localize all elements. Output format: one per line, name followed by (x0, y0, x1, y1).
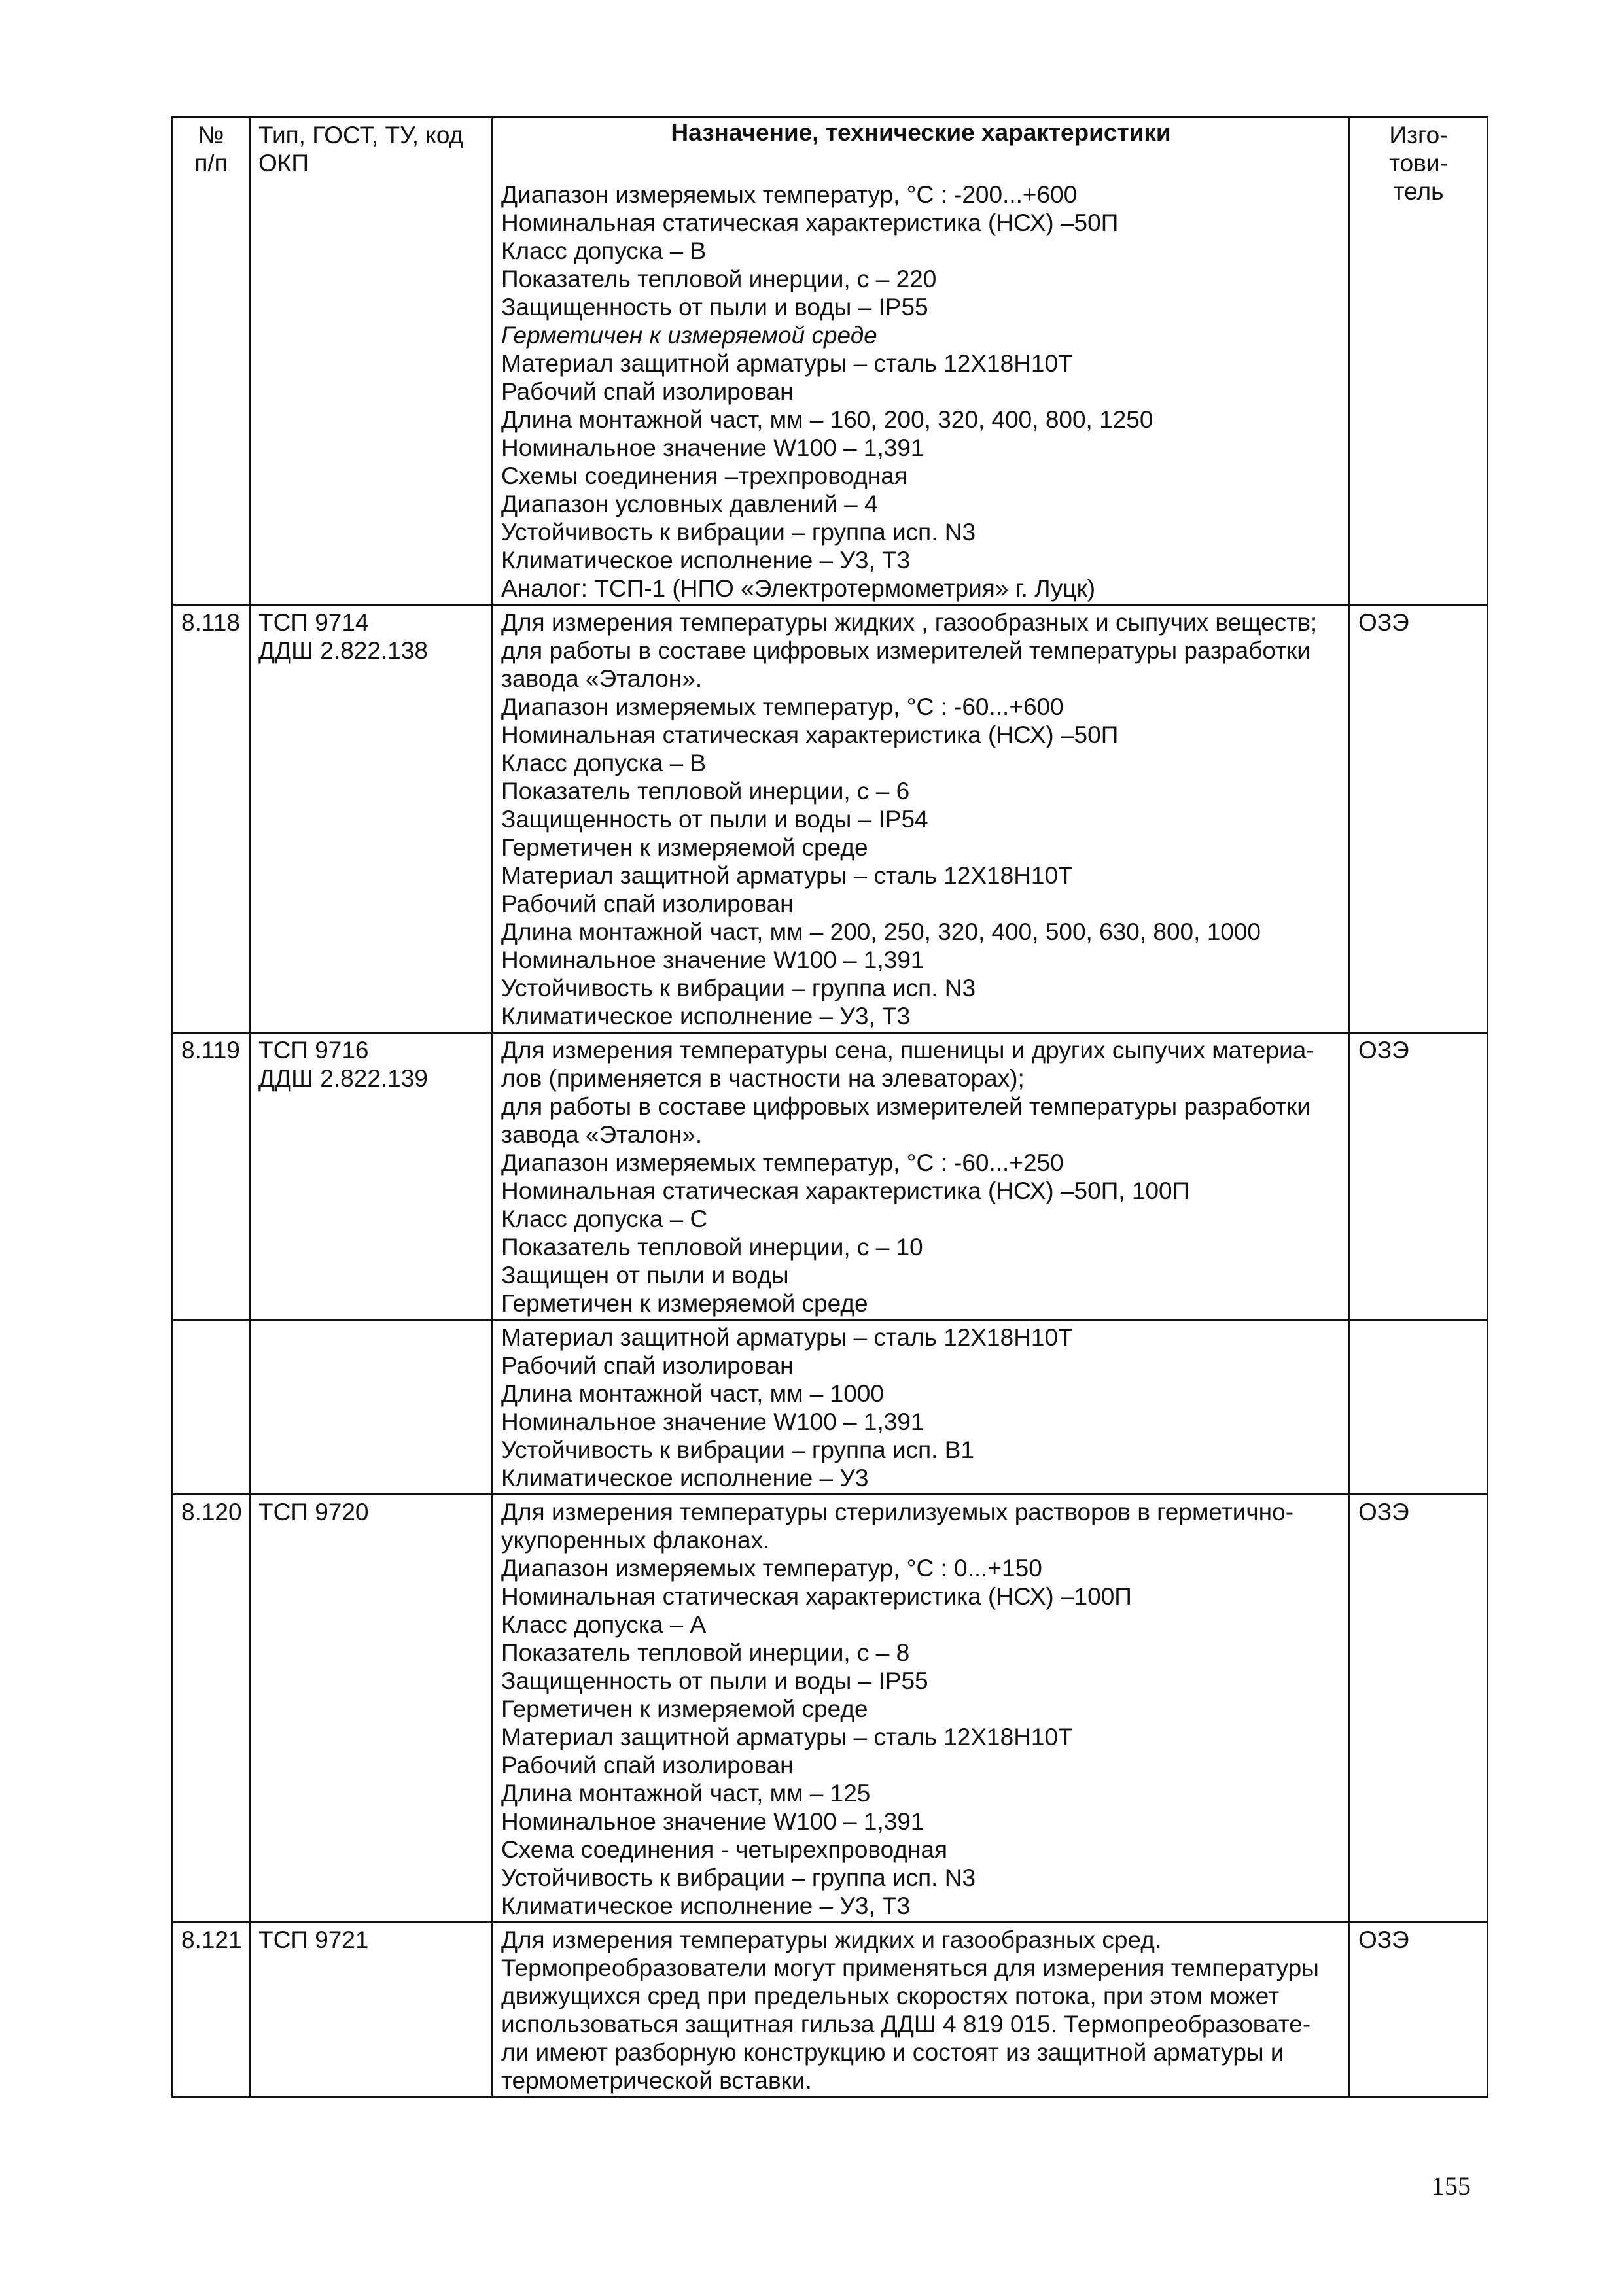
row-type (250, 1495, 493, 1922)
desc-line: Для измерения температуры жидких и газообразных сред. (501, 1926, 1162, 1953)
desc-line: Для измерения температуры жидких , газообразных и сыпучих веществ; (501, 609, 1318, 636)
desc-line: Герметичен к измеряемой среде (501, 1290, 868, 1317)
row-maker: ОЗЭ (1350, 1033, 1488, 1320)
desc-line: Материал защитной арматуры – сталь 12Х18Н10Т (501, 1324, 1073, 1351)
row-description (493, 605, 1350, 1033)
desc-line: Номинальная статическая характеристика (НСХ) –50П (501, 722, 1119, 748)
desc-line: Показатель тепловой инерции, с – 8 (501, 1639, 910, 1666)
row-description (493, 1495, 1350, 1922)
desc-line: Защищенность от пыли и воды – IP55 (501, 1667, 928, 1694)
type-name: ТСП 9714 (258, 609, 369, 636)
desc-line: Аналог: ТСП-1 (НПО «Электротермометрия» г. Луцк) (501, 575, 1096, 602)
desc-line: Класс допуска – А (501, 1611, 707, 1638)
desc-line: Материал защитной арматуры – сталь 12Х18Н10Т (501, 862, 1073, 889)
desc-line: Для измерения температуры сена, пшеницы и других сыпучих материа- (501, 1037, 1314, 1064)
desc-line: Класс допуска – В (501, 237, 707, 264)
desc-line: лов (применяется в частности на элеваторах); (501, 1065, 1025, 1092)
row-number: 8.121 (173, 1922, 250, 2097)
desc-line: Номинальное значение W100 – 1,391 (501, 434, 924, 461)
continuation-desc (501, 181, 1341, 602)
desc-line: Схема соединения - четырехпроводная (501, 1836, 948, 1863)
desc-line: для работы в составе цифровых измерителей температуры разработки (501, 637, 1311, 664)
table-row (173, 1495, 1488, 1922)
row-type-empty (250, 1320, 493, 1495)
desc-line: Устойчивость к вибрации – группа исп. N3 (501, 975, 976, 1001)
row-description (493, 1922, 1350, 2097)
row-description (493, 1320, 1350, 1495)
desc-line: Материал защитной арматуры – сталь 12Х18Н10Т (501, 1724, 1073, 1750)
page-number: 155 (1432, 2171, 1471, 2200)
row-description (493, 1033, 1350, 1320)
desc-line: Климатическое исполнение – У3, Т3 (501, 547, 911, 574)
header-num: № п/п (173, 118, 250, 605)
row-maker: ОЗЭ (1350, 1922, 1488, 2097)
desc-line: Длина монтажной част, мм – 160, 200, 320, 400, 800, 1250 (501, 406, 1153, 433)
desc-line: Класс допуска – В (501, 750, 707, 776)
desc-line: Герметичен к измеряемой среде (501, 834, 868, 861)
table-header-row (173, 118, 1488, 605)
desc-line: Показатель тепловой инерции, с – 10 (501, 1234, 923, 1261)
desc-line: Диапазон условных давлений – 4 (501, 491, 878, 517)
desc-line: Диапазон измеряемых температур, °С : -200...+600 (501, 181, 1078, 208)
row-maker: ОЗЭ (1350, 1495, 1488, 1922)
desc-line: Климатическое исполнение – У3, Т3 (501, 1892, 911, 1919)
desc-line: Номинальная статическая характеристика (НСХ) –50П (501, 209, 1119, 236)
desc-line: Устойчивость к вибрации – группа исп. В1 (501, 1436, 974, 1463)
desc-line: Климатическое исполнение – У3, Т3 (501, 1003, 911, 1030)
desc-line: Герметичен к измеряемой среде (501, 322, 877, 349)
desc-line: Диапазон измеряемых температур, °С : -60...+250 (501, 1149, 1064, 1176)
desc-line: Номинальное значение W100 – 1,391 (501, 1408, 924, 1435)
desc-line: завода «Эталон». (501, 665, 703, 692)
desc-line: Длина монтажной част, мм – 200, 250, 320, 400, 500, 630, 800, 1000 (501, 918, 1261, 945)
header-maker: Изго- тови- тель (1350, 118, 1488, 605)
type-code: ДДШ 2.822.139 (258, 1065, 428, 1092)
type-name: ТСП 9720 (258, 1499, 369, 1525)
table-row (173, 1033, 1488, 1320)
desc-line: укупоренных флаконах. (501, 1527, 770, 1554)
type-name: ТСП 9716 (258, 1037, 369, 1064)
desc-line: Климатическое исполнение – У3 (501, 1465, 869, 1491)
desc-line: Для измерения температуры стерилизуемых растворов в герметично- (501, 1499, 1294, 1525)
row-number-empty (173, 1320, 250, 1495)
desc-line: завода «Эталон». (501, 1121, 703, 1148)
desc-line: Рабочий спай изолирован (501, 1352, 794, 1379)
desc-line: Рабочий спай изолирован (501, 1752, 794, 1779)
desc-line: Номинальное значение W100 – 1,391 (501, 1808, 924, 1835)
desc-line: Диапазон измеряемых температур, °С : -60...+600 (501, 693, 1064, 720)
desc-line: Материал защитной арматуры – сталь 12Х18Н10Т (501, 350, 1073, 377)
row-number: 8.119 (173, 1033, 250, 1320)
desc-line: Рабочий спай изолирован (501, 890, 794, 917)
header-type: Тип, ГОСТ, ТУ, код ОКП (250, 118, 493, 605)
row-maker: ОЗЭ (1350, 605, 1488, 1033)
desc-line: Показатель тепловой инерции, с – 6 (501, 778, 910, 805)
desc-line: термометрической вставки. (501, 2067, 812, 2094)
desc-line: Номинальная статическая характеристика (НСХ) –100П (501, 1583, 1132, 1610)
table-row (173, 605, 1488, 1033)
desc-line: Номинальное значение W100 – 1,391 (501, 947, 924, 973)
header-desc-label: Назначение, технические характеристики (671, 119, 1171, 146)
row-type (250, 1033, 493, 1320)
row-maker-empty (1350, 1320, 1488, 1495)
desc-line: ли имеют разборную конструкцию и состоят из защитной арматуры и (501, 2039, 1284, 2066)
desc-line: Длина монтажной част, мм – 1000 (501, 1380, 884, 1407)
desc-line: Устойчивость к вибрации – группа исп. N3 (501, 519, 976, 546)
desc-line: Защищен от пыли и воды (501, 1262, 789, 1289)
row-number: 8.118 (173, 605, 250, 1033)
desc-line: Рабочий спай изолирован (501, 378, 794, 405)
desc-line: движущихся сред при предельных скоростях потока, при этом может (501, 1983, 1280, 2009)
desc-line: Устойчивость к вибрации – группа исп. N3 (501, 1864, 976, 1891)
type-code: ДДШ 2.822.138 (258, 637, 428, 664)
desc-line: использоваться защитная гильза ДДШ 4 819 015. Термопреобразовате- (501, 2011, 1311, 2038)
desc-line: для работы в составе цифровых измерителей температуры разработки (501, 1093, 1311, 1120)
desc-line: Диапазон измеряемых температур, °С : 0...+150 (501, 1555, 1042, 1582)
table-row-continuation (173, 1320, 1488, 1495)
type-name: ТСП 9721 (258, 1926, 369, 1953)
desc-line: Класс допуска – С (501, 1206, 708, 1232)
desc-line: Номинальная статическая характеристика (НСХ) –50П, 100П (501, 1177, 1190, 1204)
desc-line: Длина монтажной част, мм – 125 (501, 1780, 871, 1807)
specification-table (171, 116, 1488, 2098)
desc-line: Термопреобразователи могут применяться для измерения температуры (501, 1955, 1319, 1981)
desc-line: Герметичен к измеряемой среде (501, 1696, 868, 1722)
table-row (173, 1922, 1488, 2097)
header-desc (493, 118, 1350, 605)
row-type (250, 1922, 493, 2097)
desc-line: Защищенность от пыли и воды – IP54 (501, 806, 928, 833)
desc-line: Схемы соединения –трехпроводная (501, 462, 907, 489)
desc-line: Показатель тепловой инерции, с – 220 (501, 266, 937, 292)
row-number: 8.120 (173, 1495, 250, 1922)
row-type (250, 605, 493, 1033)
desc-line: Защищенность от пыли и воды – IP55 (501, 294, 928, 321)
